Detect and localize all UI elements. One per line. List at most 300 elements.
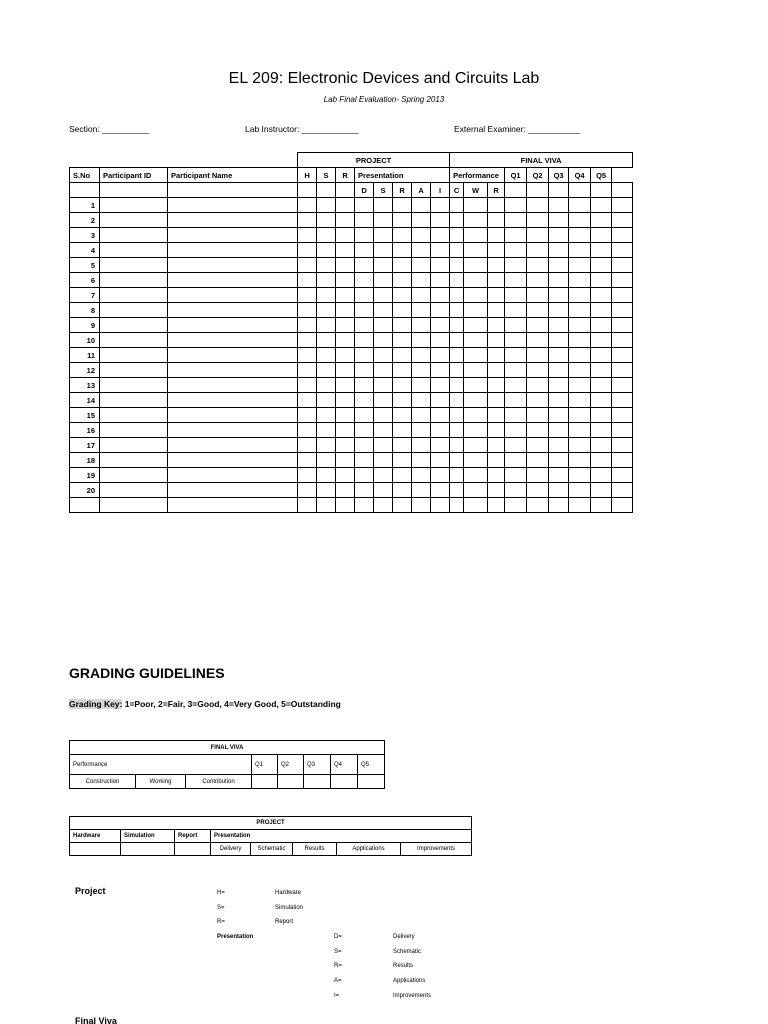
table-cell bbox=[612, 228, 633, 243]
table-cell bbox=[549, 198, 569, 213]
table-cell bbox=[374, 318, 393, 333]
presentation-header: Presentation bbox=[355, 168, 450, 183]
row-number: 8 bbox=[70, 303, 100, 318]
table-cell bbox=[612, 363, 633, 378]
table-cell bbox=[412, 498, 431, 513]
table-cell bbox=[100, 258, 168, 273]
participant-id-header: Participant ID bbox=[100, 168, 168, 183]
row-number: 4 bbox=[70, 243, 100, 258]
table-cell bbox=[591, 243, 612, 258]
table-cell bbox=[488, 228, 505, 243]
table-cell bbox=[393, 273, 412, 288]
table-cell bbox=[336, 333, 355, 348]
table-cell bbox=[298, 453, 317, 468]
table-cell bbox=[527, 423, 549, 438]
table-cell bbox=[298, 378, 317, 393]
table-cell bbox=[374, 363, 393, 378]
table-cell bbox=[569, 288, 591, 303]
table-cell bbox=[591, 408, 612, 423]
table-cell bbox=[431, 498, 450, 513]
table-cell bbox=[412, 303, 431, 318]
table-cell bbox=[168, 213, 298, 228]
table-cell bbox=[612, 468, 633, 483]
table-cell bbox=[317, 498, 336, 513]
table-cell bbox=[488, 288, 505, 303]
table-cell bbox=[374, 348, 393, 363]
table-cell bbox=[100, 483, 168, 498]
table-cell bbox=[488, 498, 505, 513]
table-cell bbox=[505, 228, 527, 243]
table-cell bbox=[393, 333, 412, 348]
table-cell bbox=[569, 393, 591, 408]
row-number: 7 bbox=[70, 288, 100, 303]
table-cell bbox=[591, 423, 612, 438]
table-cell bbox=[612, 453, 633, 468]
table-cell bbox=[527, 273, 549, 288]
table-cell bbox=[317, 198, 336, 213]
table-cell bbox=[298, 468, 317, 483]
table-cell bbox=[505, 468, 527, 483]
row-number: 12 bbox=[70, 363, 100, 378]
table-cell bbox=[336, 273, 355, 288]
table-cell bbox=[393, 198, 412, 213]
table-cell bbox=[374, 273, 393, 288]
table-cell bbox=[412, 483, 431, 498]
h-header: H bbox=[298, 168, 317, 183]
table-cell bbox=[317, 423, 336, 438]
table-cell bbox=[374, 423, 393, 438]
table-cell bbox=[298, 483, 317, 498]
page-title: EL 209: Electronic Devices and Circuits Lab bbox=[228, 70, 540, 87]
table-cell bbox=[591, 453, 612, 468]
evaluation-table bbox=[69, 152, 633, 513]
table-cell bbox=[100, 423, 168, 438]
grading-key bbox=[69, 699, 341, 709]
table-cell bbox=[168, 453, 298, 468]
table-row bbox=[70, 213, 633, 228]
table-cell bbox=[393, 213, 412, 228]
table-cell bbox=[527, 243, 549, 258]
legend-d-key: D= bbox=[334, 934, 342, 940]
table-cell bbox=[450, 258, 464, 273]
table-cell bbox=[317, 393, 336, 408]
table-cell bbox=[527, 498, 549, 513]
table-cell bbox=[488, 258, 505, 273]
table-cell bbox=[450, 393, 464, 408]
table-cell bbox=[612, 303, 633, 318]
table-cell bbox=[168, 498, 298, 513]
table-cell bbox=[591, 258, 612, 273]
table-cell bbox=[591, 273, 612, 288]
table-cell bbox=[549, 468, 569, 483]
table-cell bbox=[431, 423, 450, 438]
table-cell bbox=[412, 243, 431, 258]
table-cell bbox=[168, 483, 298, 498]
table-cell bbox=[464, 288, 488, 303]
table-cell bbox=[464, 348, 488, 363]
table-cell bbox=[612, 423, 633, 438]
table-cell bbox=[505, 438, 527, 453]
table-cell bbox=[591, 393, 612, 408]
table-cell bbox=[431, 453, 450, 468]
table-cell bbox=[355, 273, 374, 288]
table-cell bbox=[336, 228, 355, 243]
table-cell bbox=[505, 303, 527, 318]
legend-project-title: Project bbox=[75, 886, 106, 896]
table-cell bbox=[100, 438, 168, 453]
table-cell bbox=[569, 318, 591, 333]
row-number: 14 bbox=[70, 393, 100, 408]
table-cell bbox=[591, 483, 612, 498]
table-cell bbox=[488, 408, 505, 423]
table-row bbox=[70, 498, 633, 513]
table-cell bbox=[612, 213, 633, 228]
table-cell bbox=[612, 438, 633, 453]
table-cell bbox=[317, 453, 336, 468]
table-cell bbox=[393, 483, 412, 498]
table-cell bbox=[505, 333, 527, 348]
table-cell bbox=[431, 288, 450, 303]
table-cell bbox=[374, 468, 393, 483]
presentation-s-header: S bbox=[374, 183, 393, 198]
table-cell bbox=[412, 273, 431, 288]
table-cell bbox=[317, 243, 336, 258]
table-row bbox=[70, 423, 633, 438]
table-cell bbox=[549, 258, 569, 273]
table-cell bbox=[168, 423, 298, 438]
table-cell bbox=[374, 408, 393, 423]
table-cell bbox=[464, 423, 488, 438]
project-header: PROJECT bbox=[298, 153, 450, 168]
table-cell bbox=[505, 258, 527, 273]
table-cell bbox=[527, 438, 549, 453]
table-cell bbox=[612, 378, 633, 393]
legend-h-value: Hardware bbox=[275, 890, 302, 896]
table-cell bbox=[100, 198, 168, 213]
table-cell bbox=[488, 213, 505, 228]
table-cell bbox=[591, 333, 612, 348]
viva-performance-cell: Performance bbox=[70, 755, 252, 775]
table-cell bbox=[549, 228, 569, 243]
legend-r2-value: Results bbox=[393, 963, 414, 969]
table-cell bbox=[431, 438, 450, 453]
table-cell bbox=[168, 318, 298, 333]
table-cell bbox=[374, 438, 393, 453]
table-cell bbox=[393, 228, 412, 243]
table-cell bbox=[527, 258, 549, 273]
table-cell bbox=[612, 348, 633, 363]
table-cell bbox=[298, 348, 317, 363]
table-cell bbox=[317, 213, 336, 228]
table-row bbox=[70, 228, 633, 243]
table-cell bbox=[464, 378, 488, 393]
table-cell bbox=[488, 273, 505, 288]
table-cell bbox=[450, 453, 464, 468]
table-cell bbox=[317, 408, 336, 423]
legend-i-key: I= bbox=[334, 993, 340, 999]
table-cell bbox=[336, 348, 355, 363]
table-cell bbox=[527, 363, 549, 378]
table-cell bbox=[527, 303, 549, 318]
grading-key-label: Grading Key: bbox=[69, 699, 123, 709]
sno-header: S.No bbox=[70, 168, 100, 183]
table-cell bbox=[100, 243, 168, 258]
table-cell bbox=[549, 363, 569, 378]
table-cell bbox=[374, 288, 393, 303]
table-cell bbox=[464, 258, 488, 273]
table-cell bbox=[355, 468, 374, 483]
table-cell bbox=[431, 363, 450, 378]
table-cell bbox=[505, 453, 527, 468]
table-cell bbox=[374, 378, 393, 393]
viva-q4-cell: Q4 bbox=[331, 755, 358, 775]
table-row bbox=[70, 363, 633, 378]
table-cell bbox=[450, 498, 464, 513]
table-cell bbox=[298, 438, 317, 453]
table-cell bbox=[412, 438, 431, 453]
table-cell bbox=[464, 468, 488, 483]
table-row bbox=[70, 468, 633, 483]
table-cell bbox=[549, 423, 569, 438]
table-cell bbox=[412, 318, 431, 333]
table-cell bbox=[464, 363, 488, 378]
table-cell bbox=[168, 273, 298, 288]
legend-r2-key: R= bbox=[334, 963, 342, 969]
table-cell bbox=[393, 378, 412, 393]
table-cell bbox=[549, 303, 569, 318]
table-cell bbox=[450, 408, 464, 423]
row-number: 2 bbox=[70, 213, 100, 228]
table-cell bbox=[393, 348, 412, 363]
project-simulation-cell: Simulation bbox=[121, 830, 175, 843]
table-cell bbox=[168, 408, 298, 423]
row-number: 1 bbox=[70, 198, 100, 213]
table-cell bbox=[412, 378, 431, 393]
table-cell bbox=[100, 408, 168, 423]
table-cell bbox=[100, 498, 168, 513]
row-number: 9 bbox=[70, 318, 100, 333]
table-cell bbox=[464, 243, 488, 258]
table-cell bbox=[450, 303, 464, 318]
table-cell bbox=[464, 483, 488, 498]
table-cell bbox=[412, 363, 431, 378]
q5-header: Q5 bbox=[591, 168, 612, 183]
project-delivery-cell: Delivery bbox=[211, 843, 251, 856]
table-cell bbox=[355, 258, 374, 273]
project-table bbox=[69, 816, 472, 856]
s-header: S bbox=[317, 168, 336, 183]
table-row bbox=[70, 483, 633, 498]
table-cell bbox=[100, 348, 168, 363]
table-cell bbox=[549, 243, 569, 258]
table-cell bbox=[412, 228, 431, 243]
performance-header: Performance bbox=[450, 168, 505, 183]
table-cell bbox=[591, 363, 612, 378]
table-cell bbox=[336, 408, 355, 423]
project-hardware-cell: Hardware bbox=[70, 830, 121, 843]
q4-header: Q4 bbox=[569, 168, 591, 183]
table-cell bbox=[569, 438, 591, 453]
table-cell bbox=[488, 423, 505, 438]
table-cell bbox=[527, 198, 549, 213]
table-cell bbox=[355, 498, 374, 513]
presentation-a-header: A bbox=[412, 183, 431, 198]
legend-s2-value: Schematic bbox=[393, 949, 422, 955]
table-cell bbox=[393, 453, 412, 468]
table-cell bbox=[591, 498, 612, 513]
table-cell bbox=[505, 273, 527, 288]
table-cell bbox=[488, 468, 505, 483]
final-viva-table bbox=[69, 740, 385, 789]
page-subtitle: Lab Final Evaluation- Spring 2013 bbox=[323, 95, 445, 104]
table-cell bbox=[450, 423, 464, 438]
presentation-i-header: I bbox=[431, 183, 450, 198]
viva-q5-cell: Q5 bbox=[358, 755, 385, 775]
table-cell bbox=[591, 438, 612, 453]
q3-header: Q3 bbox=[549, 168, 569, 183]
project-presentation-cell: Presentation bbox=[211, 830, 472, 843]
table-cell bbox=[549, 333, 569, 348]
table-cell bbox=[549, 348, 569, 363]
table-cell bbox=[317, 273, 336, 288]
table-cell bbox=[298, 243, 317, 258]
table-cell bbox=[591, 318, 612, 333]
table-cell bbox=[450, 438, 464, 453]
table-cell bbox=[505, 363, 527, 378]
table-cell bbox=[612, 408, 633, 423]
participant-rows bbox=[70, 198, 633, 513]
table-cell bbox=[298, 213, 317, 228]
table-cell bbox=[612, 273, 633, 288]
table-cell bbox=[100, 468, 168, 483]
table-cell bbox=[505, 243, 527, 258]
table-row bbox=[70, 393, 633, 408]
table-cell bbox=[355, 333, 374, 348]
section-field: Section: __________ bbox=[69, 124, 150, 134]
table-cell bbox=[317, 318, 336, 333]
performance-r-header: R bbox=[488, 183, 505, 198]
table-cell bbox=[317, 483, 336, 498]
table-cell bbox=[569, 258, 591, 273]
table-cell bbox=[374, 258, 393, 273]
table-cell bbox=[612, 243, 633, 258]
table-cell bbox=[412, 393, 431, 408]
table-cell bbox=[569, 243, 591, 258]
table-cell bbox=[569, 378, 591, 393]
table-cell bbox=[336, 498, 355, 513]
table-cell bbox=[569, 198, 591, 213]
legend-a-value: Applications bbox=[393, 978, 426, 984]
table-cell bbox=[336, 288, 355, 303]
legend-s-key: S= bbox=[217, 905, 225, 911]
table-cell bbox=[355, 408, 374, 423]
table-cell bbox=[569, 468, 591, 483]
table-cell bbox=[569, 423, 591, 438]
table-cell bbox=[393, 363, 412, 378]
table-cell bbox=[527, 378, 549, 393]
table-cell bbox=[412, 288, 431, 303]
table-cell bbox=[488, 348, 505, 363]
table-cell bbox=[464, 228, 488, 243]
table-cell bbox=[464, 213, 488, 228]
table-cell bbox=[168, 333, 298, 348]
table-cell bbox=[549, 408, 569, 423]
table-cell bbox=[505, 348, 527, 363]
table-cell bbox=[569, 408, 591, 423]
table-cell bbox=[431, 378, 450, 393]
table-cell bbox=[488, 333, 505, 348]
table-cell bbox=[549, 273, 569, 288]
table-cell bbox=[549, 453, 569, 468]
legend-d-value: Delivery bbox=[393, 934, 415, 940]
table-cell bbox=[527, 348, 549, 363]
table-cell bbox=[298, 318, 317, 333]
table-cell bbox=[431, 348, 450, 363]
table-cell bbox=[450, 468, 464, 483]
legend-h-key: H= bbox=[217, 890, 225, 896]
table-cell bbox=[168, 438, 298, 453]
table-cell bbox=[488, 318, 505, 333]
table-cell bbox=[374, 333, 393, 348]
table-cell bbox=[393, 468, 412, 483]
table-cell bbox=[355, 318, 374, 333]
viva-contribution-cell: Contribution bbox=[186, 775, 252, 789]
table-cell bbox=[450, 228, 464, 243]
table-cell bbox=[317, 438, 336, 453]
table-cell bbox=[374, 303, 393, 318]
table-cell bbox=[168, 243, 298, 258]
table-cell bbox=[488, 303, 505, 318]
table-cell bbox=[317, 228, 336, 243]
row-number: 10 bbox=[70, 333, 100, 348]
legend-r-value: Report bbox=[275, 919, 294, 925]
table-cell bbox=[336, 468, 355, 483]
table-cell bbox=[450, 318, 464, 333]
table-cell bbox=[464, 198, 488, 213]
table-cell bbox=[168, 363, 298, 378]
table-cell bbox=[431, 393, 450, 408]
table-cell bbox=[505, 378, 527, 393]
row-number: 6 bbox=[70, 273, 100, 288]
table-row bbox=[70, 288, 633, 303]
row-number: 3 bbox=[70, 228, 100, 243]
table-cell bbox=[569, 498, 591, 513]
table-cell bbox=[464, 438, 488, 453]
q1-header: Q1 bbox=[505, 168, 527, 183]
table-cell bbox=[374, 453, 393, 468]
table-cell bbox=[569, 228, 591, 243]
row-number: 11 bbox=[70, 348, 100, 363]
table-cell bbox=[355, 483, 374, 498]
table-cell bbox=[336, 303, 355, 318]
row-number: 15 bbox=[70, 408, 100, 423]
table-cell bbox=[298, 333, 317, 348]
table-cell bbox=[336, 198, 355, 213]
table-cell bbox=[355, 378, 374, 393]
table-cell bbox=[488, 363, 505, 378]
table-cell bbox=[317, 468, 336, 483]
table-cell bbox=[412, 423, 431, 438]
table-cell bbox=[100, 318, 168, 333]
table-cell bbox=[591, 198, 612, 213]
row-number bbox=[70, 498, 100, 513]
table-cell bbox=[450, 348, 464, 363]
q2-header: Q2 bbox=[527, 168, 549, 183]
table-cell bbox=[569, 453, 591, 468]
row-number: 16 bbox=[70, 423, 100, 438]
table-cell bbox=[100, 213, 168, 228]
table-cell bbox=[527, 408, 549, 423]
